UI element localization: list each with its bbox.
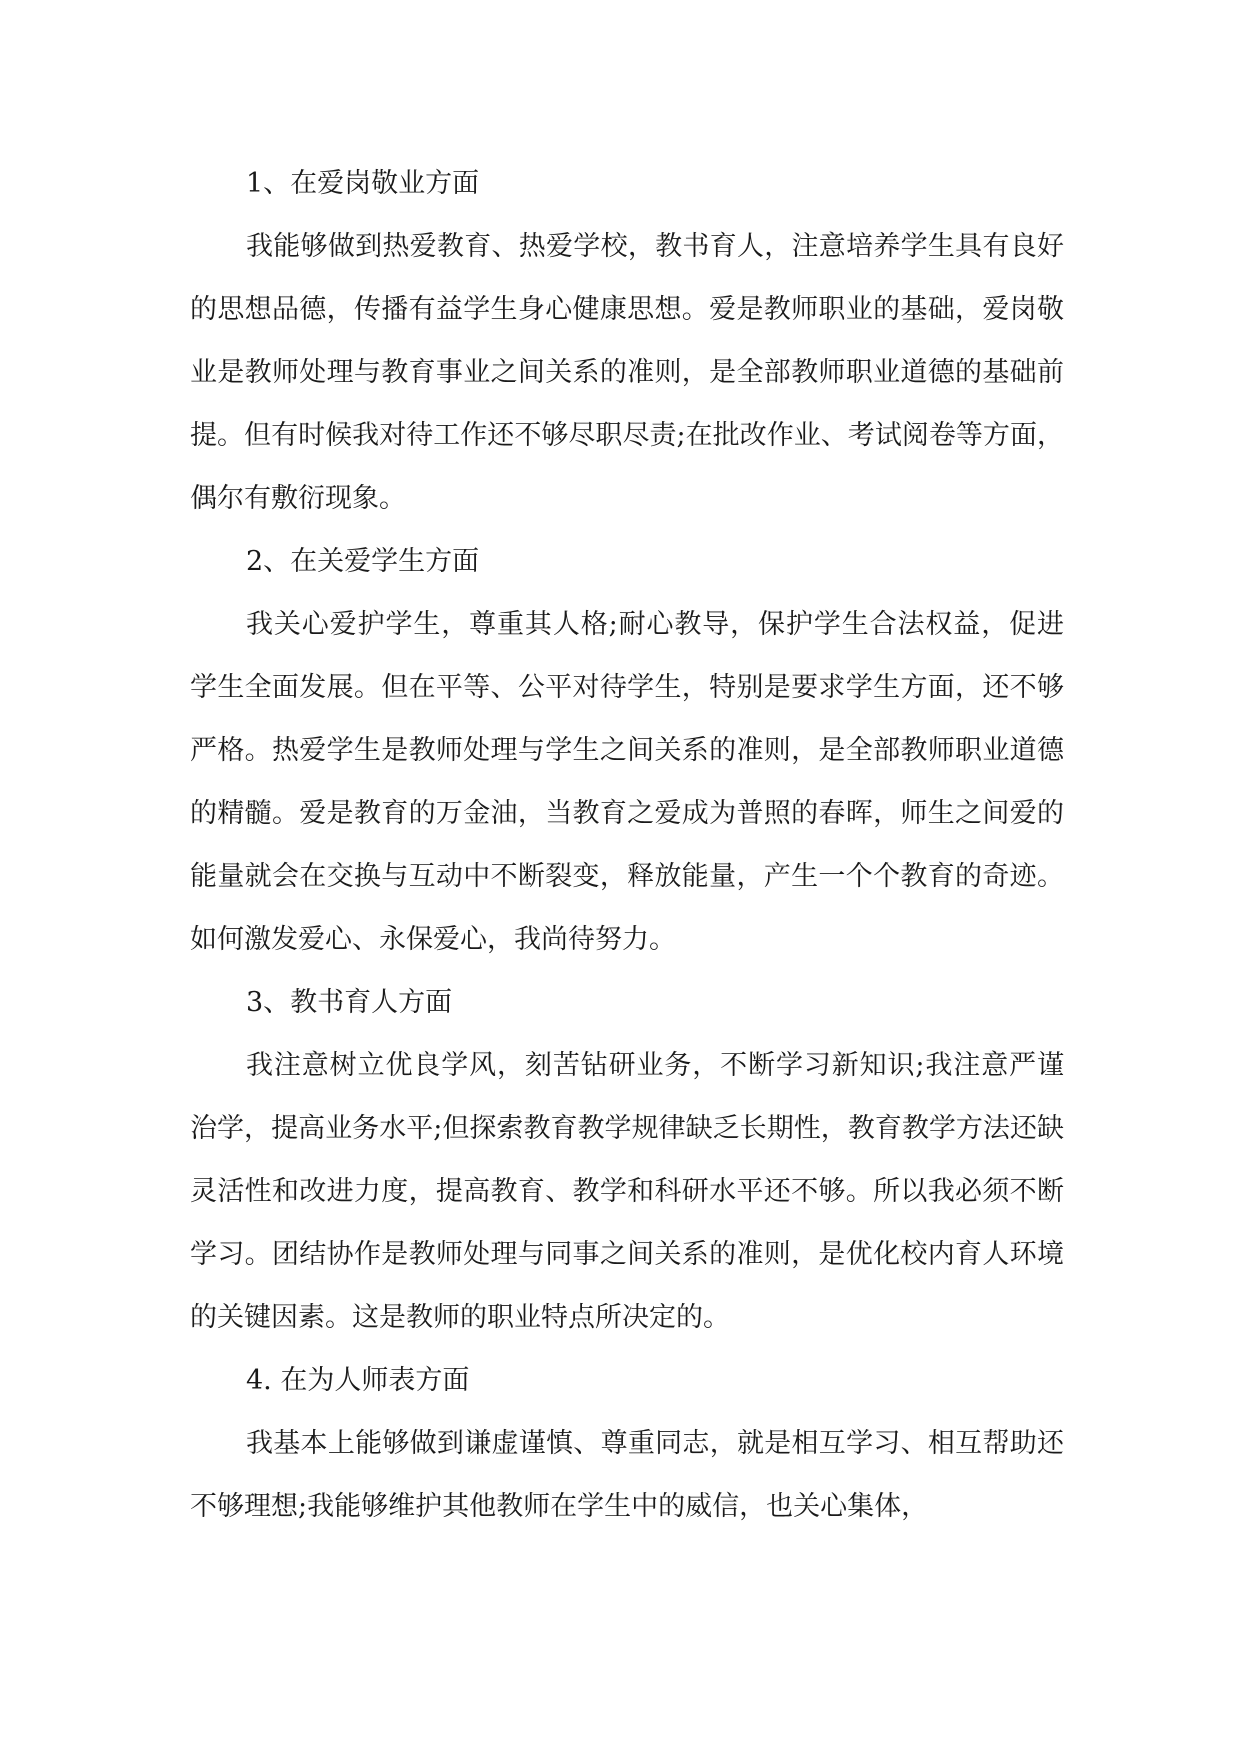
section-paragraph-2: 我关心爱护学生，尊重其人格;耐心教导，保护学生合法权益，促进学生全面发展。但在平等、公平对待学生，特别是要求学生方面，还不够严格。热爱学生是教师处理与学生之间关系的准则，是全部教师职业道德的精髓。爱是教育的万金油，当教育之爱成为普照的春晖，师生之间爱的能量就会在交换与互动中不断裂变，释放能量，产生一个个教育的奇迹。如何激发爱心、永保爱心，我尚待努力。: [190, 609, 1064, 955]
section-heading-2: 2、在关爱学生方面: [246, 546, 480, 577]
section-heading-4: 4. 在为人师表方面: [246, 1365, 470, 1396]
document-body: [190, 152, 1064, 1538]
section-paragraph-4: 我基本上能够做到谦虚谨慎、尊重同志，就是相互学习、相互帮助还不够理想;我能够维护其他教师在学生中的威信，也关心集体，: [190, 1428, 1064, 1522]
section-paragraph-1: 我能够做到热爱教育、热爱学校，教书育人，注意培养学生具有良好的思想品德，传播有益学生身心健康思想。爱是教师职业的基础，爱岗敬业是教师处理与教育事业之间关系的准则，是全部教师职业道德的基础前提。但有时候我对待工作还不够尽职尽责;在批改作业、考试阅卷等方面，偶尔有敷衍现象。: [190, 231, 1064, 514]
section-heading-3: 3、教书育人方面: [246, 987, 453, 1018]
section-paragraph-3: 我注意树立优良学风，刻苦钻研业务，不断学习新知识;我注意严谨治学，提高业务水平;但探索教育教学规律缺乏长期性，教育教学方法还缺灵活性和改进力度，提高教育、教学和科研水平还不够。所以我必须不断学习。团结协作是教师处理与同事之间关系的准则，是优化校内育人环境的关键因素。这是教师的职业特点所决定的。: [190, 1050, 1064, 1333]
section-heading-1: 1、在爱岗敬业方面: [246, 168, 480, 199]
